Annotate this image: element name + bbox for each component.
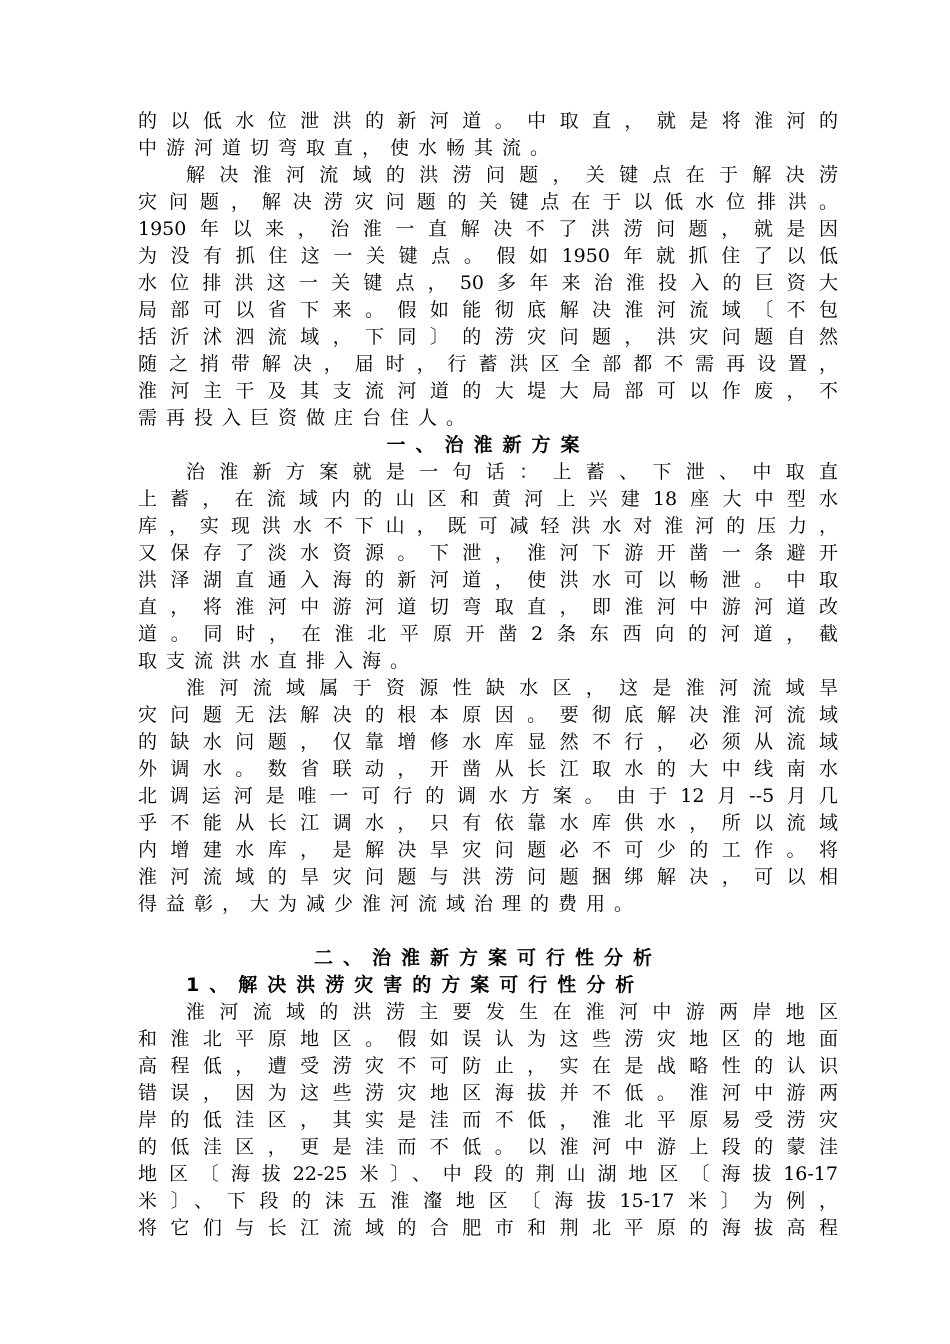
paragraph-flood-feasibility bbox=[138, 999, 838, 1242]
text-line: 地区〔海拔22-25米〕、中段的荆山湖地区〔海拔16-17 bbox=[138, 1163, 838, 1185]
text-line: 岸的低洼区，其实是洼而不低，淮北平原易受涝灾 bbox=[138, 1109, 838, 1131]
text-line: 米〕、下段的沫五淮瀣地区〔海拔15-17米〕为例， bbox=[138, 1190, 838, 1212]
paragraph-water-shortage bbox=[138, 675, 838, 918]
document-body bbox=[138, 108, 838, 1242]
text-line: 直，将淮河中游河道切弯取直，即淮河中游河道改 bbox=[138, 596, 838, 618]
section-heading-new-plan: 一、治淮新方案 bbox=[386, 434, 590, 456]
section-heading-feasibility: 二、治淮新方案可行性分析 bbox=[313, 947, 662, 969]
paragraph-waterlogging-key bbox=[138, 162, 838, 432]
intro-paragraph bbox=[138, 108, 838, 162]
text-line: 灾问题，解决涝灾问题的关键点在于以低水位排洪。 bbox=[138, 191, 838, 213]
text-line: 北调运河是唯一可行的调水方案。由于12月--5月几 bbox=[138, 785, 838, 807]
blank-line bbox=[138, 918, 838, 945]
text-line: 的低洼区，更是洼而不低。以淮河中游上段的蒙洼 bbox=[138, 1136, 838, 1158]
text-line: 局部可以省下来。假如能彻底解决淮河流域〔不包 bbox=[138, 299, 838, 321]
text-line: 上蓄，在流域内的山区和黄河上兴建18座大中型水 bbox=[138, 488, 838, 510]
text-line: 治淮新方案就是一句话：上蓄、下泄、中取直 bbox=[186, 461, 838, 483]
text-line: 将它们与长江流域的合肥市和荆北平原的海拔高程 bbox=[138, 1217, 838, 1239]
text-line: 灾问题无法解决的根本原因。要彻底解决淮河流域 bbox=[138, 704, 838, 726]
text-line: 淮河流域的洪涝主要发生在淮河中游两岸地区 bbox=[186, 1001, 838, 1023]
text-line: 内增建水库，是解决旱灾问题必不可少的工作。将 bbox=[138, 839, 838, 861]
text-line: 淮河流域属于资源性缺水区，这是淮河流域旱 bbox=[186, 677, 838, 699]
text-line: 括沂沭泗流域，下同〕的涝灾问题，洪灾问题自然 bbox=[138, 326, 838, 348]
text-line: 取支流洪水直排入海。 bbox=[138, 650, 419, 672]
text-line: 解决淮河流域的洪涝问题，关键点在于解决涝 bbox=[186, 164, 838, 186]
text-line: 库，实现洪水不下山，既可减轻洪水对淮河的压力， bbox=[138, 515, 838, 537]
text-line: 和淮北平原地区。假如误认为这些涝灾地区的地面 bbox=[138, 1028, 838, 1050]
text-line: 道。同时，在淮北平原开凿2条东西向的河道，截 bbox=[138, 623, 838, 645]
text-line: 乎不能从长江调水，只有依靠水库供水，所以流域 bbox=[138, 812, 838, 834]
text-line: 高程低，遭受涝灾不可防止，实在是战略性的认识 bbox=[138, 1055, 838, 1077]
text-line: 得益彰，大为减少淮河流域治理的费用。 bbox=[138, 893, 643, 915]
text-line: 的缺水问题，仅靠增修水库显然不行，必须从流域 bbox=[138, 731, 838, 753]
text-line: 错误，因为这些涝灾地区海拔并不低。淮河中游两 bbox=[138, 1082, 838, 1104]
paragraph-new-plan bbox=[138, 459, 838, 675]
text-line: 随之捎带解决，届时，行蓄洪区全部都不需再设置， bbox=[138, 353, 838, 375]
text-line: 淮河流域的旱灾问题与洪涝问题捆绑解决，可以相 bbox=[138, 866, 838, 888]
text-line: 又保存了淡水资源。下泄，淮河下游开凿一条避开 bbox=[138, 542, 838, 564]
text-line: 为没有抓住这一关键点。假如1950年就抓住了以低 bbox=[138, 245, 838, 267]
text-line: 淮河主干及其支流河道的大堤大局部可以作废，不 bbox=[138, 380, 838, 402]
text-line: 需再投入巨资做庄台住人。 bbox=[138, 407, 475, 429]
text-line: 中游河道切弯取直，使水畅其流。 bbox=[138, 137, 559, 159]
text-line: 洪泽湖直通入海的新河道，使洪水可以畅泄。中取 bbox=[138, 569, 838, 591]
text-line: 外调水。数省联动，开凿从长江取水的大中线南水 bbox=[138, 758, 838, 780]
text-line: 的以低水位泄洪的新河道。中取直，就是将淮河的 bbox=[138, 110, 838, 132]
text-line: 水位排洪这一关键点，50多年来治淮投入的巨资大 bbox=[138, 272, 838, 294]
text-line: 1950年以来，治淮一直解决不了洪涝问题，就是因 bbox=[138, 218, 838, 240]
subsection-heading-flood-solution: 1、解决洪涝灾害的方案可行性分析 bbox=[186, 974, 645, 996]
